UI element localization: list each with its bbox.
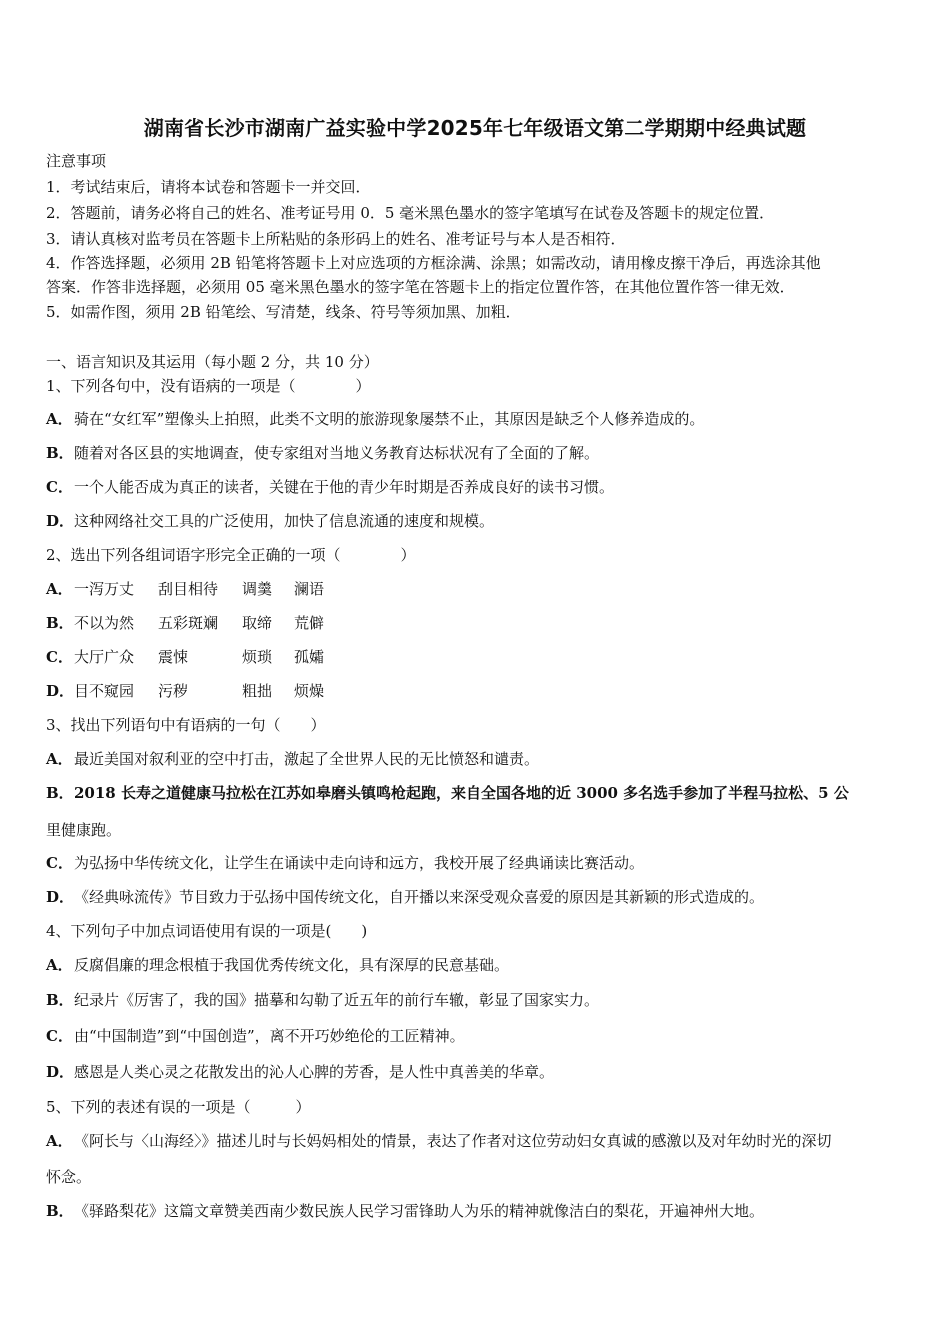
q4-option-a	[46, 955, 509, 975]
option-text: 这种网络社交工具的广泛使用，加快了信息流通的速度和规模。	[74, 512, 495, 530]
notice-item-1: 1．考试结束后，请将本试卷和答题卡一并交回．	[46, 178, 371, 196]
option-label: A．	[46, 410, 73, 428]
q1-option-c	[46, 477, 614, 497]
option-text: 《阿长与〈山海经〉》描述儿时与长妈妈相处的情景，表达了作者对这位劳动妇女真诚的感激以及对年幼时光的深切	[74, 1132, 832, 1150]
q1-stem: 1、下列各句中，没有语病的一项是（ ）	[46, 377, 371, 395]
notice-heading: 注意事项	[46, 152, 107, 170]
q3-option-d	[46, 887, 764, 907]
word: 不以为然	[74, 614, 135, 632]
q3-option-b-cont: 里健康跑。	[46, 821, 122, 839]
notice-item-5: 5．如需作图，须用 2B 铅笔绘、写清楚，线条、符号等须加黑、加粗．	[46, 303, 521, 321]
option-label: D．	[46, 888, 75, 906]
option-label: B．	[46, 991, 74, 1009]
word: 调羹	[242, 580, 273, 598]
word: 烦琐	[242, 648, 273, 666]
option-label: A．	[46, 1132, 73, 1150]
word: 孤孀	[294, 648, 325, 666]
option-label: C．	[46, 854, 73, 872]
option-label: D．	[46, 1063, 75, 1081]
word: 污秽	[158, 682, 189, 700]
word: 刮目相待	[158, 580, 219, 598]
q2-option-b	[46, 613, 324, 633]
option-label: C．	[46, 1027, 73, 1045]
option-label: B．	[46, 444, 74, 462]
q1-option-a	[46, 409, 704, 429]
notice-item-2: 2．答题前，请务必将自己的姓名、准考证号用 0．5 毫米黑色墨水的签字笔填写在试卷及答题卡的规定位置．	[46, 204, 775, 222]
q3-option-b	[46, 783, 849, 803]
option-label: C．	[46, 478, 73, 496]
option-label: B．	[46, 784, 74, 802]
option-text: 随着对各区县的实地调查，使专家组对当地义务教育达标状况有了全面的了解。	[74, 444, 600, 462]
word: 取缔	[242, 614, 273, 632]
q3-option-a	[46, 749, 539, 769]
word: 一泻万丈	[74, 580, 135, 598]
q5-option-a-cont: 怀念。	[46, 1168, 92, 1186]
q1-option-d	[46, 511, 494, 531]
option-label: B．	[46, 614, 74, 632]
q1-option-b	[46, 443, 599, 463]
option-label: D．	[46, 512, 75, 530]
option-text: 纪录片《厉害了，我的国》描摹和勾勒了近五年的前行车辙，彰显了国家实力。	[74, 991, 600, 1009]
notice-item-3: 3．请认真核对监考员在答题卡上所粘贴的条形码上的姓名、准考证号与本人是否相符．	[46, 230, 626, 248]
q4-option-d	[46, 1062, 554, 1082]
option-text: 由“中国制造”到“中国创造”，离不开巧妙绝伦的工匠精神。	[74, 1027, 465, 1045]
q5-option-a	[46, 1131, 832, 1151]
option-text: 反腐倡廉的理念根植于我国优秀传统文化，具有深厚的民意基础。	[74, 956, 510, 974]
word: 荒僻	[294, 614, 325, 632]
q2-option-d	[46, 681, 324, 701]
section-heading: 一、语言知识及其运用（每小题 2 分，共 10 分）	[46, 353, 379, 371]
q4-stem: 4、下列句子中加点词语使用有误的一项是( )	[46, 922, 368, 940]
option-label: A．	[46, 956, 73, 974]
option-text: 《驿路梨花》这篇文章赞美西南少数民族人民学习雷锋助人为乐的精神就像洁白的梨花，开遍神州大地。	[74, 1202, 765, 1220]
q2-option-a	[46, 579, 324, 599]
q5-option-b	[46, 1201, 764, 1221]
option-label: A．	[46, 580, 73, 598]
option-label: B．	[46, 1202, 74, 1220]
option-text: 2018 长寿之道健康马拉松在江苏如皋磨头镇鸣枪起跑，来自全国各地的近 3000 多名选手参加了半程马拉松、5 公	[74, 784, 849, 802]
option-text: 感恩是人类心灵之花散发出的沁人心脾的芳香，是人性中真善美的华章。	[74, 1063, 555, 1081]
q4-option-b	[46, 990, 599, 1010]
option-label: A．	[46, 750, 73, 768]
q5-stem: 5、下列的表述有误的一项是（ ）	[46, 1098, 311, 1116]
word: 震悚	[158, 648, 189, 666]
option-label: C．	[46, 648, 73, 666]
option-text: 骑在“女红军”塑像头上拍照，此类不文明的旅游现象屡禁不止，其原因是缺乏个人修养造成的。	[74, 410, 705, 428]
word: 澜语	[294, 580, 325, 598]
notice-item-4-cont: 答案．作答非选择题，必须用 05 毫米黑色墨水的签字笔在答题卡上的指定位置作答，在其他位置作答一律无效．	[46, 278, 795, 296]
option-label: D．	[46, 682, 75, 700]
q2-option-c	[46, 647, 324, 667]
word: 目不窥园	[74, 682, 135, 700]
option-text: 最近美国对叙利亚的空中打击，激起了全世界人民的无比愤怒和谴责。	[74, 750, 540, 768]
option-text: 为弘扬中华传统文化，让学生在诵读中走向诗和远方，我校开展了经典诵读比赛活动。	[74, 854, 645, 872]
word: 大厅广众	[74, 648, 135, 666]
exam-title: 湖南省长沙市湖南广益实验中学2025年七年级语文第二学期期中经典试题	[143, 116, 807, 140]
word: 粗拙	[242, 682, 273, 700]
word: 五彩斑斓	[158, 614, 219, 632]
option-text: 《经典咏流传》节目致力于弘扬中国传统文化，自开播以来深受观众喜爱的原因是其新颖的形式造成的。	[74, 888, 765, 906]
q3-option-c	[46, 853, 644, 873]
q4-option-c	[46, 1026, 465, 1046]
notice-item-4: 4．作答选择题，必须用 2B 铅笔将答题卡上对应选项的方框涂满、涂黑；如需改动，请用橡皮擦干净后，再选涂其他	[46, 254, 821, 272]
word: 烦燥	[294, 682, 325, 700]
q3-stem: 3、找出下列语句中有语病的一句（ ）	[46, 716, 326, 734]
option-text: 一个人能否成为真正的读者，关键在于他的青少年时期是否养成良好的读书习惯。	[74, 478, 615, 496]
q2-stem: 2、选出下列各组词语字形完全正确的一项（ ）	[46, 546, 416, 564]
